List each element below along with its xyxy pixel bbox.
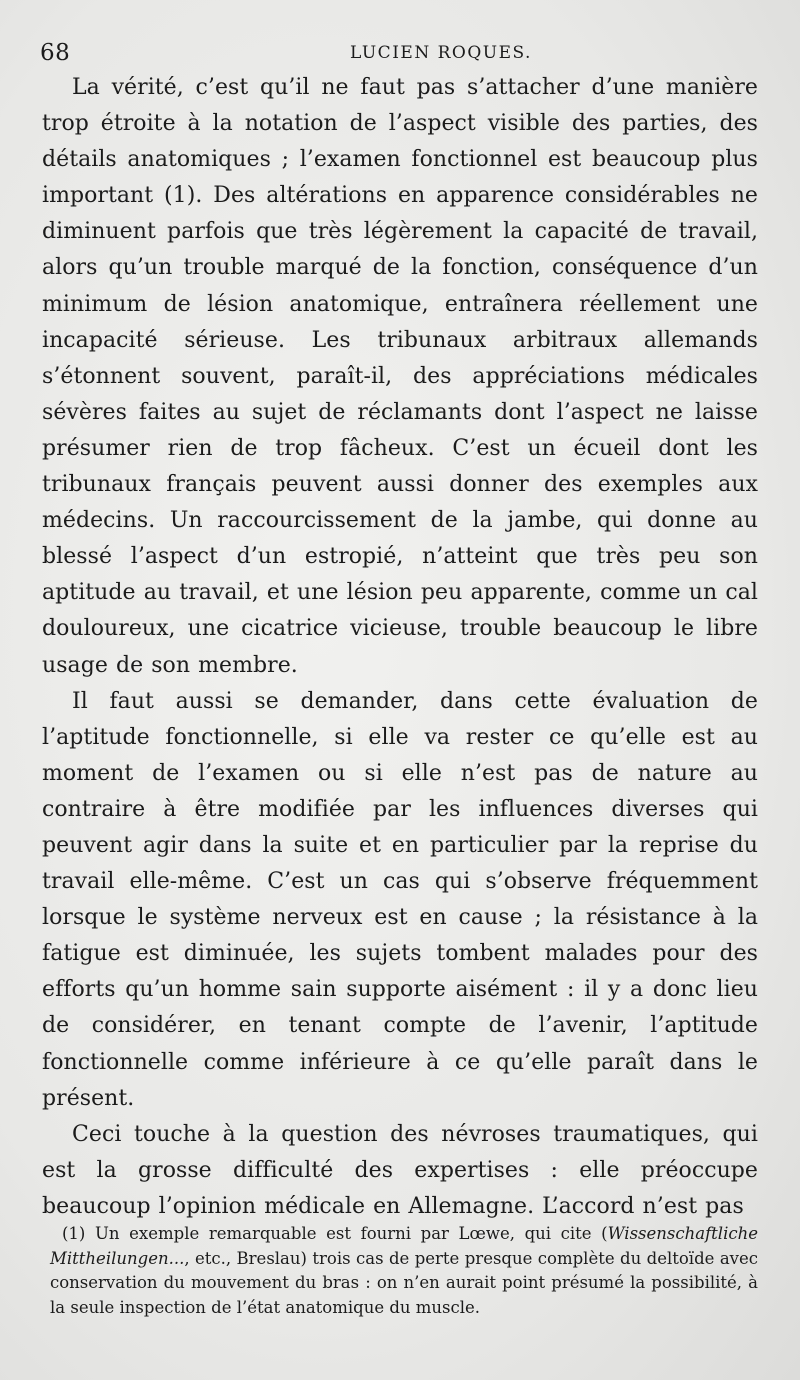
paragraph-2: Il faut aussi se demander, dans cette évaluation de l’aptitude fonctionnelle, si elle va rester ce qu’elle est au moment de l’examen ou si elle n’est pas de nature au contraire à être modifiée par les influences diverses qui peuvent agir dans la suite et en particulier par la reprise du travail elle-même. C’est un cas qui s’observe fréquemment lorsque le système nerveux est en cause ; la résistance à la fatigue est diminuée, les sujets tombent malades pour des efforts qu’un homme sain supporte aisément : il y a donc lieu de considérer, en tenant compte de l’avenir, l’aptitude fonctionnelle comme inférieure à ce qu’elle paraît dans le présent. <box>42 688 758 1111</box>
page-header <box>40 40 760 70</box>
page-number: 68 <box>40 40 71 66</box>
body-text <box>42 70 758 1225</box>
footnote-italic-title: Wissenschaftliche Mittheilungen... <box>50 1224 758 1268</box>
footnote-text-before: Un exemple remarquable est fourni par Lœwe, qui cite ( <box>95 1224 608 1243</box>
footnote <box>50 1222 758 1320</box>
paragraph-3: Ceci touche à la question des névroses traumatiques, qui est la grosse difficulté des expertises : elle préoccupe beaucoup l’opinion médicale en Allemagne. L’accord n’est pas <box>42 1121 758 1219</box>
running-head: LUCIEN ROQUES. <box>350 43 532 63</box>
footnote-text-after: , etc., Breslau) trois cas de perte presque complète du deltoïde avec conservation du mouvement du bras : on n’en aurait point présumé la possibilité, à la seule inspection de l’état anatomique du muscle. <box>50 1248 758 1317</box>
footnote-marker: (1) <box>62 1224 86 1243</box>
paragraph-1: La vérité, c’est qu’il ne faut pas s’attacher d’une manière trop étroite à la notation de l’aspect visible des parties, des détails anatomiques ; l’examen fonctionnel est beaucoup plus important (1). Des altérations en apparence considérables ne diminuent parfois que très légèrement la capacité de travail, alors qu’un trouble marqué de la fonction, conséquence d’un minimum de lésion anatomique, entraînera réellement une incapacité sérieuse. Les tribunaux arbitraux allemands s’étonnent souvent, paraît-il, des appréciations médicales sévères faites au sujet de réclamants dont l’aspect ne laisse présumer rien de trop fâcheux. C’est un écueil dont les tribunaux français peuvent aussi donner des exemples aux médecins. Un raccourcissement de la jambe, qui donne au blessé l’aspect d’un estropié, n’atteint que très peu son aptitude au travail, et une lésion peu apparente, comme un cal douloureux, une cicatrice vicieuse, trouble beaucoup le libre usage de son membre. <box>42 75 758 678</box>
